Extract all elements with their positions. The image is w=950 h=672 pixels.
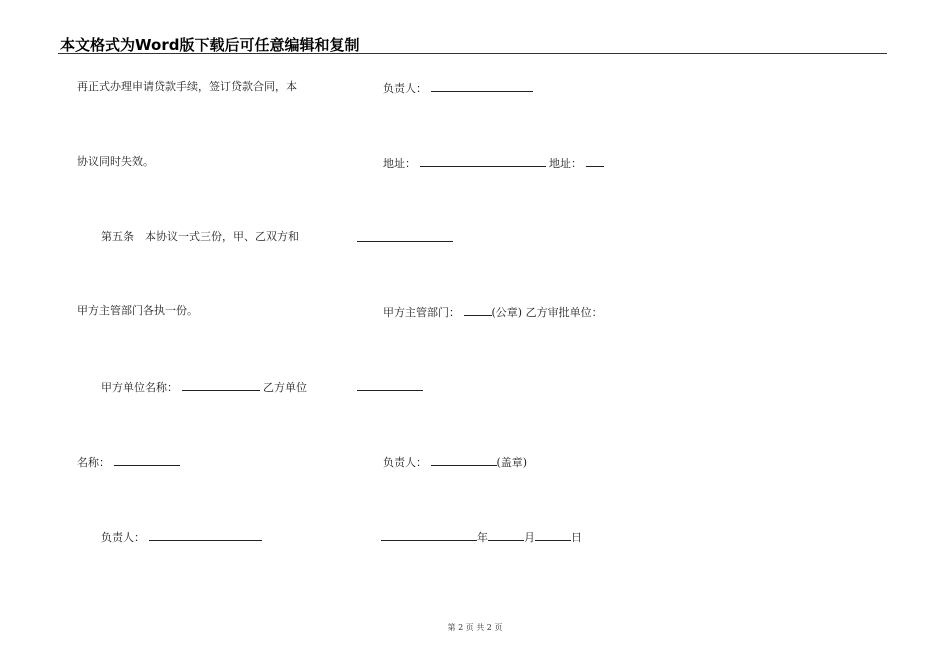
day-blank xyxy=(535,529,571,541)
month-blank xyxy=(488,529,524,541)
party-a-department-blank xyxy=(464,304,492,316)
left-line-4: 甲方主管部门各执一份。 xyxy=(77,304,198,317)
party-b-name-label: 名称： xyxy=(77,456,110,469)
official-seal-mark: (公章) xyxy=(491,306,523,319)
right-line-6 xyxy=(383,454,527,470)
day-label: 日 xyxy=(571,531,582,544)
year-blank xyxy=(381,529,477,541)
responsible-person-blank-right-2 xyxy=(431,454,497,466)
responsible-person-label-right-2: 负责人： xyxy=(383,456,427,469)
responsible-person-label-right-1: 负责人： xyxy=(383,82,427,95)
date-line xyxy=(381,529,582,545)
address-blank-1 xyxy=(420,155,546,167)
left-line-3: 第五条 本协议一式三份，甲、乙双方和 xyxy=(101,230,299,243)
party-b-unit-blank xyxy=(357,379,423,391)
right-line-5 xyxy=(357,379,423,395)
department-blank xyxy=(357,230,453,242)
year-label: 年 xyxy=(477,531,488,544)
responsible-person-blank-left xyxy=(149,529,262,541)
left-line-2: 协议同时失效。 xyxy=(77,155,154,168)
right-line-4 xyxy=(383,304,603,320)
address-blank-2 xyxy=(586,155,604,167)
address-label-2: 地址： xyxy=(549,157,582,170)
responsible-person-label-left: 负责人： xyxy=(101,531,145,544)
left-line-6 xyxy=(77,454,180,470)
right-line-2 xyxy=(383,155,604,171)
left-line-5 xyxy=(101,379,307,395)
party-a-department-label: 甲方主管部门： xyxy=(383,306,460,319)
party-a-name-blank xyxy=(182,379,260,391)
header-divider xyxy=(58,53,887,54)
left-line-7 xyxy=(101,529,262,545)
address-label-1: 地址： xyxy=(383,157,416,170)
page-number-footer: 第 2 页 共 2 页 xyxy=(447,623,503,632)
month-label: 月 xyxy=(524,531,535,544)
left-line-1: 再正式办理申请贷款手续，签订贷款合同，本 xyxy=(77,80,297,93)
document-header-title: 本文格式为Word版下载后可任意编辑和复制 xyxy=(60,36,360,54)
right-line-3 xyxy=(357,230,453,246)
responsible-person-blank-right-1 xyxy=(431,80,533,92)
party-b-unit-label: 乙方单位 xyxy=(263,381,307,394)
right-line-1 xyxy=(383,80,533,96)
stamp-mark: (盖章) xyxy=(496,456,528,469)
party-b-name-blank xyxy=(114,454,180,466)
party-a-name-label: 甲方单位名称： xyxy=(101,381,178,394)
party-b-approval-unit-label: 乙方审批单位： xyxy=(525,306,603,319)
